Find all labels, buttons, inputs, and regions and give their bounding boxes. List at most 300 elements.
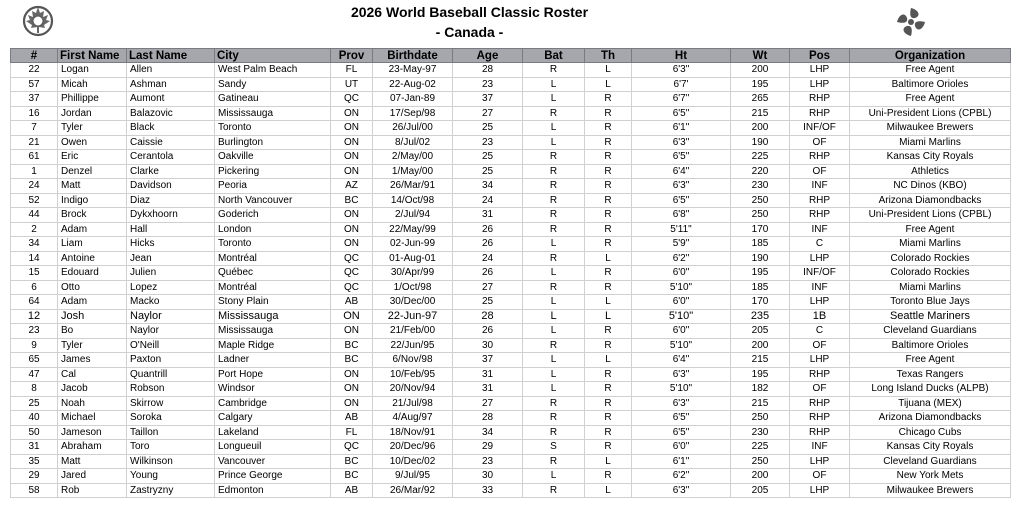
cell-height: 6'3": [632, 179, 731, 194]
cell-organization: Baltimore Orioles: [850, 77, 1011, 92]
cell-birthdate: 22-Jun-97: [373, 309, 453, 324]
cell-last-name: Caissie: [127, 135, 215, 150]
cell-last-name: Young: [127, 469, 215, 484]
header-col-position: Pos: [790, 49, 850, 63]
cell-prov: ON: [331, 121, 373, 136]
cell-bat: R: [523, 179, 585, 194]
cell-number: 23: [11, 324, 58, 339]
cell-first-name: Michael: [58, 411, 127, 426]
cell-last-name: Clarke: [127, 164, 215, 179]
cell-last-name: Robson: [127, 382, 215, 397]
cell-weight: 220: [731, 164, 790, 179]
cell-birthdate: 01-Aug-01: [373, 251, 453, 266]
cell-position: 1B: [790, 309, 850, 324]
cell-weight: 185: [731, 237, 790, 252]
header-col-birthdate: Birthdate: [373, 49, 453, 63]
cell-first-name: Micah: [58, 77, 127, 92]
cell-city: Pickering: [215, 164, 331, 179]
cell-birthdate: 22-Aug-02: [373, 77, 453, 92]
table-row: [11, 251, 1011, 266]
cell-organization: Uni-President Lions (CPBL): [850, 208, 1011, 223]
cell-height: 6'3": [632, 396, 731, 411]
table-row: [11, 483, 1011, 498]
cell-position: INF: [790, 280, 850, 295]
cell-city: Mississauga: [215, 309, 331, 324]
cell-bat: L: [523, 135, 585, 150]
cell-position: C: [790, 237, 850, 252]
cell-city: Oakville: [215, 150, 331, 165]
cell-last-name: Naylor: [127, 324, 215, 339]
cell-weight: 250: [731, 208, 790, 223]
cell-prov: ON: [331, 150, 373, 165]
cell-age: 31: [453, 382, 523, 397]
cell-weight: 200: [731, 338, 790, 353]
cell-last-name: Hicks: [127, 237, 215, 252]
cell-last-name: Hall: [127, 222, 215, 237]
cell-birthdate: 2/May/00: [373, 150, 453, 165]
cell-height: 6'1": [632, 121, 731, 136]
cell-birthdate: 22/Jun/95: [373, 338, 453, 353]
cell-throw: R: [585, 338, 632, 353]
cell-weight: 250: [731, 454, 790, 469]
cell-number: 14: [11, 251, 58, 266]
cell-height: 6'2": [632, 469, 731, 484]
cell-first-name: James: [58, 353, 127, 368]
cell-last-name: Zastryzny: [127, 483, 215, 498]
cell-city: Longueuil: [215, 440, 331, 455]
cell-position: INF/OF: [790, 121, 850, 136]
cell-age: 26: [453, 222, 523, 237]
cell-number: 12: [11, 309, 58, 324]
cell-number: 8: [11, 382, 58, 397]
table-row: [11, 77, 1011, 92]
cell-weight: 195: [731, 367, 790, 382]
cell-age: 25: [453, 295, 523, 310]
cell-height: 6'7': [632, 77, 731, 92]
cell-city: Sandy: [215, 77, 331, 92]
cell-bat: R: [523, 164, 585, 179]
cell-position: OF: [790, 164, 850, 179]
cell-last-name: Soroka: [127, 411, 215, 426]
cell-prov: ON: [331, 106, 373, 121]
cell-prov: ON: [331, 164, 373, 179]
cell-number: 57: [11, 77, 58, 92]
cell-birthdate: 8/Jul/02: [373, 135, 453, 150]
cell-weight: 215: [731, 396, 790, 411]
cell-position: INF: [790, 222, 850, 237]
cell-throw: R: [585, 193, 632, 208]
cell-first-name: Denzel: [58, 164, 127, 179]
table-row: [11, 280, 1011, 295]
cell-height: 6'5": [632, 193, 731, 208]
cell-bat: L: [523, 353, 585, 368]
cell-number: 34: [11, 237, 58, 252]
cell-throw: R: [585, 382, 632, 397]
cell-position: LHP: [790, 483, 850, 498]
cell-prov: ON: [331, 324, 373, 339]
cell-bat: L: [523, 469, 585, 484]
header-col-city: City: [215, 49, 331, 63]
cell-birthdate: 14/Oct/98: [373, 193, 453, 208]
cell-number: 7: [11, 121, 58, 136]
cell-weight: 235: [731, 309, 790, 324]
cell-last-name: Black: [127, 121, 215, 136]
table-row: [11, 411, 1011, 426]
cell-birthdate: 02-Jun-99: [373, 237, 453, 252]
cell-weight: 200: [731, 469, 790, 484]
cell-organization: Toronto Blue Jays: [850, 295, 1011, 310]
cell-organization: Arizona Diamondbacks: [850, 193, 1011, 208]
cell-position: LHP: [790, 454, 850, 469]
cell-prov: QC: [331, 266, 373, 281]
cell-prov: FL: [331, 63, 373, 78]
table-row: [11, 266, 1011, 281]
cell-age: 27: [453, 106, 523, 121]
table-row: [11, 353, 1011, 368]
cell-prov: ON: [331, 309, 373, 324]
cell-weight: 170: [731, 222, 790, 237]
cell-birthdate: 10/Feb/95: [373, 367, 453, 382]
cell-number: 1: [11, 164, 58, 179]
cell-number: 37: [11, 92, 58, 107]
wbc-swirl-logo: [895, 6, 927, 38]
cell-birthdate: 26/Mar/92: [373, 483, 453, 498]
cell-position: OF: [790, 135, 850, 150]
cell-age: 31: [453, 208, 523, 223]
cell-weight: 215: [731, 106, 790, 121]
cell-number: 16: [11, 106, 58, 121]
cell-weight: 170: [731, 295, 790, 310]
table-row: [11, 440, 1011, 455]
cell-city: Gatineau: [215, 92, 331, 107]
cell-bat: L: [523, 266, 585, 281]
cell-city: Lakeland: [215, 425, 331, 440]
cell-bat: S: [523, 440, 585, 455]
table-row: [11, 193, 1011, 208]
cell-bat: L: [523, 92, 585, 107]
cell-first-name: Logan: [58, 63, 127, 78]
cell-organization: Cleveland Guardians: [850, 454, 1011, 469]
table-row: [11, 106, 1011, 121]
cell-city: Toronto: [215, 121, 331, 136]
cell-position: RHP: [790, 367, 850, 382]
cell-bat: L: [523, 382, 585, 397]
cell-throw: L: [585, 63, 632, 78]
cell-weight: 190: [731, 135, 790, 150]
cell-first-name: Cal: [58, 367, 127, 382]
cell-height: 5'9": [632, 237, 731, 252]
cell-city: Edmonton: [215, 483, 331, 498]
cell-first-name: Jameson: [58, 425, 127, 440]
cell-height: 5'10": [632, 382, 731, 397]
table-row: [11, 164, 1011, 179]
cell-weight: 250: [731, 411, 790, 426]
cell-position: INF: [790, 440, 850, 455]
cell-throw: R: [585, 135, 632, 150]
cell-organization: Chicago Cubs: [850, 425, 1011, 440]
cell-age: 24: [453, 193, 523, 208]
cell-city: Ladner: [215, 353, 331, 368]
cell-position: RHP: [790, 193, 850, 208]
table-row: [11, 150, 1011, 165]
cell-city: Cambridge: [215, 396, 331, 411]
cell-bat: R: [523, 222, 585, 237]
cell-organization: Miami Marlins: [850, 135, 1011, 150]
table-row: [11, 367, 1011, 382]
cell-prov: BC: [331, 193, 373, 208]
cell-bat: L: [523, 121, 585, 136]
cell-organization: Kansas City Royals: [850, 150, 1011, 165]
cell-birthdate: 17/Sep/98: [373, 106, 453, 121]
cell-age: 30: [453, 338, 523, 353]
cell-birthdate: 30/Apr/99: [373, 266, 453, 281]
table-row: [11, 324, 1011, 339]
cell-first-name: Rob: [58, 483, 127, 498]
cell-last-name: Skirrow: [127, 396, 215, 411]
cell-bat: R: [523, 193, 585, 208]
cell-age: 31: [453, 367, 523, 382]
cell-age: 25: [453, 121, 523, 136]
cell-age: 30: [453, 469, 523, 484]
cell-throw: R: [585, 266, 632, 281]
cell-age: 27: [453, 280, 523, 295]
cell-bat: R: [523, 411, 585, 426]
header-col-height: Ht: [632, 49, 731, 63]
cell-throw: R: [585, 237, 632, 252]
cell-last-name: Wilkinson: [127, 454, 215, 469]
cell-number: 44: [11, 208, 58, 223]
table-row: [11, 222, 1011, 237]
cell-organization: Texas Rangers: [850, 367, 1011, 382]
cell-height: 6'5": [632, 425, 731, 440]
cell-city: Montréal: [215, 280, 331, 295]
cell-organization: Free Agent: [850, 222, 1011, 237]
cell-height: 6'0": [632, 324, 731, 339]
cell-first-name: Matt: [58, 454, 127, 469]
cell-first-name: Tyler: [58, 338, 127, 353]
cell-city: Mississauga: [215, 106, 331, 121]
cell-position: RHP: [790, 396, 850, 411]
cell-first-name: Edouard: [58, 266, 127, 281]
cell-bat: L: [523, 237, 585, 252]
cell-last-name: Lopez: [127, 280, 215, 295]
cell-birthdate: 22/May/99: [373, 222, 453, 237]
header-col-bat: Bat: [523, 49, 585, 63]
cell-age: 25: [453, 164, 523, 179]
cell-prov: BC: [331, 353, 373, 368]
cell-city: North Vancouver: [215, 193, 331, 208]
cell-birthdate: 1/Oct/98: [373, 280, 453, 295]
cell-city: Prince George: [215, 469, 331, 484]
cell-last-name: Toro: [127, 440, 215, 455]
cell-last-name: Quantrill: [127, 367, 215, 382]
cell-age: 27: [453, 396, 523, 411]
cell-first-name: Bo: [58, 324, 127, 339]
header-col-number: #: [11, 49, 58, 63]
cell-organization: Seattle Mariners: [850, 309, 1011, 324]
cell-weight: 205: [731, 483, 790, 498]
cell-height: 6'0": [632, 440, 731, 455]
cell-position: LHP: [790, 77, 850, 92]
cell-position: INF/OF: [790, 266, 850, 281]
cell-position: LHP: [790, 353, 850, 368]
cell-bat: R: [523, 63, 585, 78]
cell-organization: Cleveland Guardians: [850, 324, 1011, 339]
cell-height: 6'4": [632, 164, 731, 179]
cell-last-name: Aumont: [127, 92, 215, 107]
cell-height: 6'0": [632, 266, 731, 281]
cell-first-name: Josh: [58, 309, 127, 324]
table-row: [11, 179, 1011, 194]
cell-prov: FL: [331, 425, 373, 440]
cell-throw: R: [585, 469, 632, 484]
cell-last-name: Jean: [127, 251, 215, 266]
cell-birthdate: 9/Jul/95: [373, 469, 453, 484]
cell-number: 65: [11, 353, 58, 368]
cell-position: RHP: [790, 208, 850, 223]
cell-city: Québec: [215, 266, 331, 281]
cell-city: Montréal: [215, 251, 331, 266]
cell-birthdate: 20/Nov/94: [373, 382, 453, 397]
cell-birthdate: 07-Jan-89: [373, 92, 453, 107]
header-col-age: Age: [453, 49, 523, 63]
cell-throw: R: [585, 222, 632, 237]
cell-city: Stony Plain: [215, 295, 331, 310]
cell-number: 29: [11, 469, 58, 484]
cell-first-name: Phillippe: [58, 92, 127, 107]
cell-organization: Colorado Rockies: [850, 266, 1011, 281]
cell-birthdate: 10/Dec/02: [373, 454, 453, 469]
cell-last-name: Diaz: [127, 193, 215, 208]
cell-number: 21: [11, 135, 58, 150]
cell-bat: L: [523, 309, 585, 324]
cell-prov: QC: [331, 280, 373, 295]
cell-last-name: Balazovic: [127, 106, 215, 121]
cell-height: 5'11": [632, 222, 731, 237]
cell-first-name: Liam: [58, 237, 127, 252]
cell-bat: L: [523, 77, 585, 92]
cell-organization: NC Dinos (KBO): [850, 179, 1011, 194]
cell-prov: ON: [331, 237, 373, 252]
cell-throw: R: [585, 367, 632, 382]
cell-position: LHP: [790, 63, 850, 78]
cell-number: 24: [11, 179, 58, 194]
cell-throw: R: [585, 106, 632, 121]
cell-throw: L: [585, 77, 632, 92]
cell-weight: 230: [731, 425, 790, 440]
cell-throw: L: [585, 251, 632, 266]
cell-position: C: [790, 324, 850, 339]
cell-birthdate: 26/Mar/91: [373, 179, 453, 194]
cell-organization: Free Agent: [850, 353, 1011, 368]
cell-organization: Free Agent: [850, 92, 1011, 107]
cell-weight: 185: [731, 280, 790, 295]
table-row: [11, 454, 1011, 469]
cell-birthdate: 1/May/00: [373, 164, 453, 179]
cell-prov: ON: [331, 135, 373, 150]
cell-bat: R: [523, 338, 585, 353]
cell-number: 64: [11, 295, 58, 310]
cell-age: 37: [453, 92, 523, 107]
cell-last-name: Cerantola: [127, 150, 215, 165]
cell-position: RHP: [790, 92, 850, 107]
cell-city: Calgary: [215, 411, 331, 426]
cell-prov: AB: [331, 411, 373, 426]
cell-prov: ON: [331, 222, 373, 237]
cell-number: 50: [11, 425, 58, 440]
cell-height: 6'7": [632, 92, 731, 107]
cell-weight: 215: [731, 353, 790, 368]
cell-age: 28: [453, 309, 523, 324]
cell-birthdate: 18/Nov/91: [373, 425, 453, 440]
cell-last-name: Paxton: [127, 353, 215, 368]
header-col-organization: Organization: [850, 49, 1011, 63]
cell-height: 5'10": [632, 309, 731, 324]
cell-weight: 200: [731, 63, 790, 78]
cell-throw: R: [585, 396, 632, 411]
cell-bat: R: [523, 425, 585, 440]
cell-weight: 195: [731, 77, 790, 92]
cell-throw: R: [585, 92, 632, 107]
cell-throw: R: [585, 440, 632, 455]
cell-height: 6'1": [632, 454, 731, 469]
cell-last-name: Naylor: [127, 309, 215, 324]
table-row: [11, 338, 1011, 353]
cell-organization: Miami Marlins: [850, 280, 1011, 295]
cell-prov: ON: [331, 396, 373, 411]
cell-city: Burlington: [215, 135, 331, 150]
cell-number: 35: [11, 454, 58, 469]
cell-number: 22: [11, 63, 58, 78]
cell-age: 33: [453, 483, 523, 498]
cell-first-name: Noah: [58, 396, 127, 411]
cell-bat: R: [523, 396, 585, 411]
cell-position: OF: [790, 338, 850, 353]
cell-throw: R: [585, 121, 632, 136]
cell-number: 15: [11, 266, 58, 281]
cell-number: 47: [11, 367, 58, 382]
cell-first-name: Jacob: [58, 382, 127, 397]
cell-height: 6'8": [632, 208, 731, 223]
cell-height: 6'5": [632, 150, 731, 165]
cell-organization: Tijuana (MEX): [850, 396, 1011, 411]
cell-bat: R: [523, 106, 585, 121]
cell-throw: L: [585, 295, 632, 310]
cell-last-name: Ashman: [127, 77, 215, 92]
cell-prov: AZ: [331, 179, 373, 194]
cell-position: OF: [790, 382, 850, 397]
cell-weight: 230: [731, 179, 790, 194]
cell-age: 37: [453, 353, 523, 368]
cell-birthdate: 26/Jul/00: [373, 121, 453, 136]
cell-city: Vancouver: [215, 454, 331, 469]
cell-position: RHP: [790, 411, 850, 426]
cell-number: 58: [11, 483, 58, 498]
cell-last-name: Julien: [127, 266, 215, 281]
cell-throw: R: [585, 280, 632, 295]
cell-city: Peoria: [215, 179, 331, 194]
cell-weight: 200: [731, 121, 790, 136]
cell-organization: Miami Marlins: [850, 237, 1011, 252]
cell-position: OF: [790, 469, 850, 484]
header-col-first-name: First Name: [58, 49, 127, 63]
cell-throw: R: [585, 179, 632, 194]
cell-prov: ON: [331, 208, 373, 223]
cell-last-name: Davidson: [127, 179, 215, 194]
cell-age: 26: [453, 266, 523, 281]
cell-city: Windsor: [215, 382, 331, 397]
cell-throw: R: [585, 208, 632, 223]
